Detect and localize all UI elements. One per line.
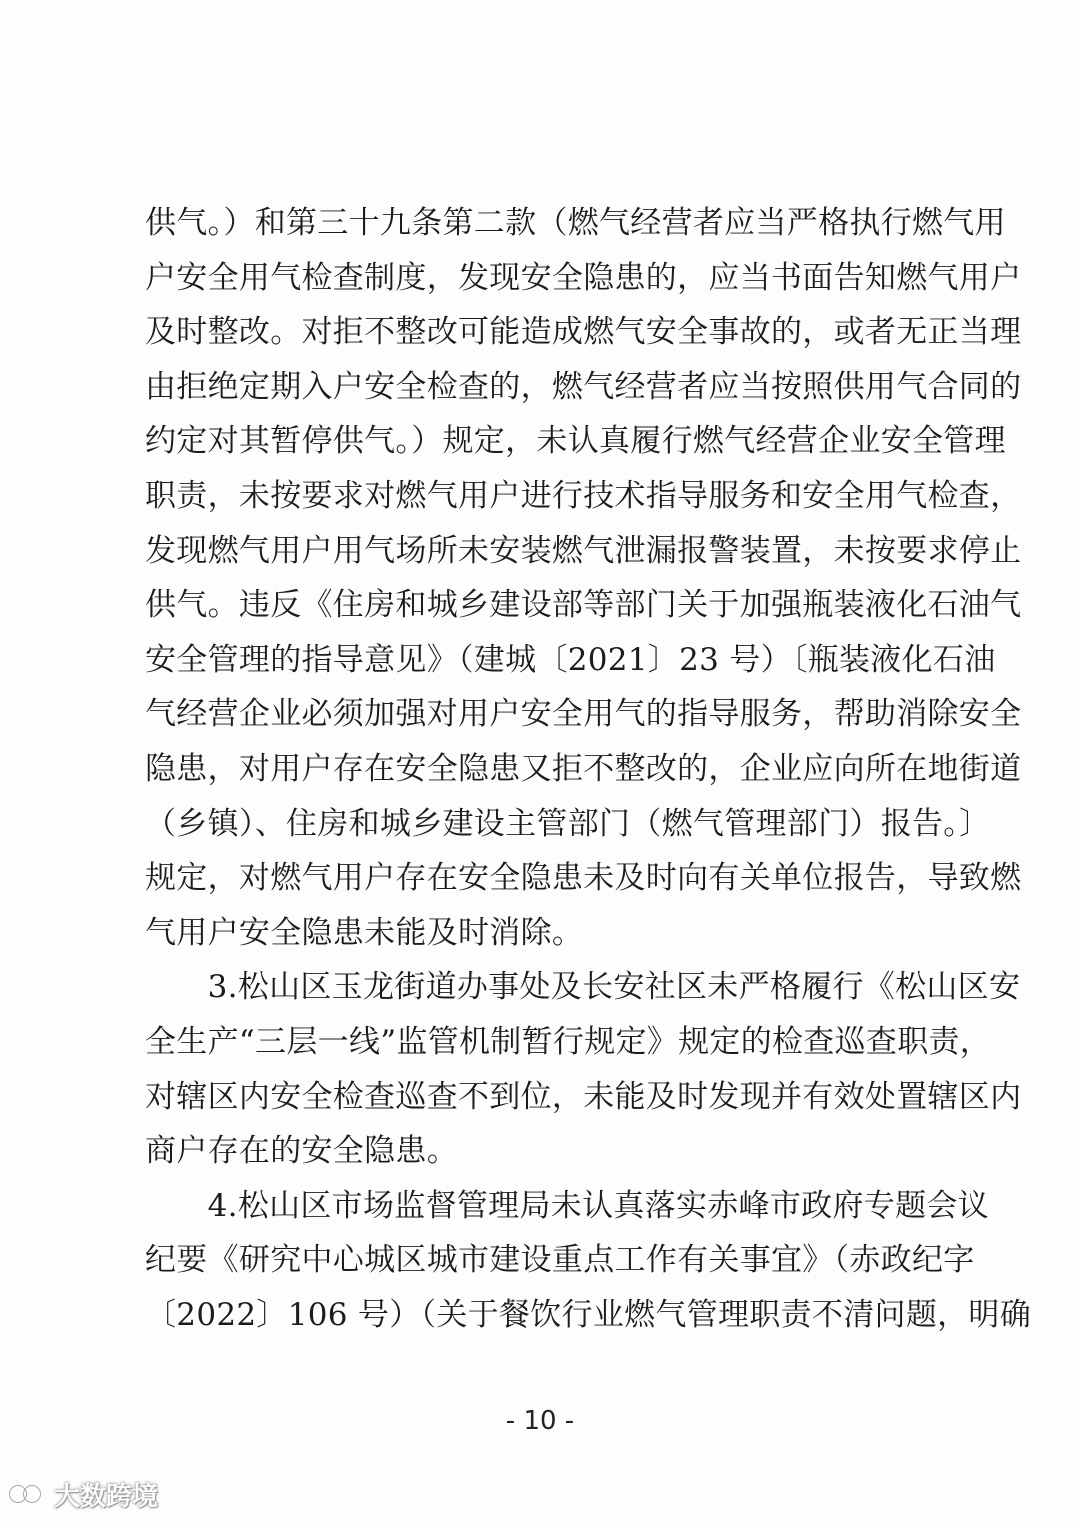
text-line: 〔2022〕106 号）（关于餐饮行业燃气管理职责不清问题，明确 [145,1296,1032,1333]
text-line: 气经营企业必须加强对用户安全用气的指导服务，帮助消除安全 [145,696,1022,733]
paragraph-4-line: 4.松山区市场监督管理局未认真落实赤峰市政府专题会议 [145,1187,989,1224]
text-line: 及时整改。对拒不整改可能造成燃气安全事故的，或者无正当理 [145,314,1022,351]
text-line: 气用户安全隐患未能及时消除。 [145,914,584,951]
page-number: - 10 - [505,1406,575,1436]
watermark [8,1474,158,1514]
text-line: 约定对其暂停供气。）规定，未认真履行燃气经营企业安全管理 [145,423,1006,460]
text-line: 安全管理的指导意见》（建城〔2021〕23 号）〔瓶装液化石油 [145,641,996,678]
brand-logo-icon [8,1479,48,1509]
text-line: 对辖区内安全检查巡查不到位，未能及时发现并有效处置辖区内 [145,1078,1022,1115]
text-line: 全生产“三层一线”监管机制暂行规定》规定的检查巡查职责， [145,1023,992,1060]
text-line: 职责，未按要求对燃气用户进行技术指导服务和安全用气检查， [145,477,1022,514]
document-body [145,196,1032,1342]
text-line: 商户存在的安全隐患。 [145,1133,458,1170]
text-line: 隐患，对用户存在安全隐患又拒不整改的，企业应向所在地街道 [145,750,1022,787]
text-line: 发现燃气用户用气场所未安装燃气泄漏报警装置，未按要求停止 [145,532,1022,569]
watermark-text: 大数跨境 [54,1481,159,1512]
text-line: 户安全用气检查制度，发现安全隐患的，应当书面告知燃气用户 [145,259,1022,296]
text-line: 由拒绝定期入户安全检查的，燃气经营者应当按照供用气合同的 [145,368,1022,405]
text-line: 供气。违反《住房和城乡建设部等部门关于加强瓶装液化石油气 [145,587,1022,624]
text-line: 纪要《研究中心城区城市建设重点工作有关事宜》（赤政纪字 [145,1242,975,1279]
paragraph-3-line: 3.松山区玉龙街道办事处及长安社区未严格履行《松山区安 [145,969,1021,1006]
text-line: 供气。）和第三十九条第二款（燃气经营者应当严格执行燃气用 [145,205,1006,241]
text-line: （乡镇）、住房和城乡建设主管部门（燃气管理部门）报告。〕 [145,805,991,842]
text-line: 规定，对燃气用户存在安全隐患未及时向有关单位报告，导致燃 [145,860,1022,897]
